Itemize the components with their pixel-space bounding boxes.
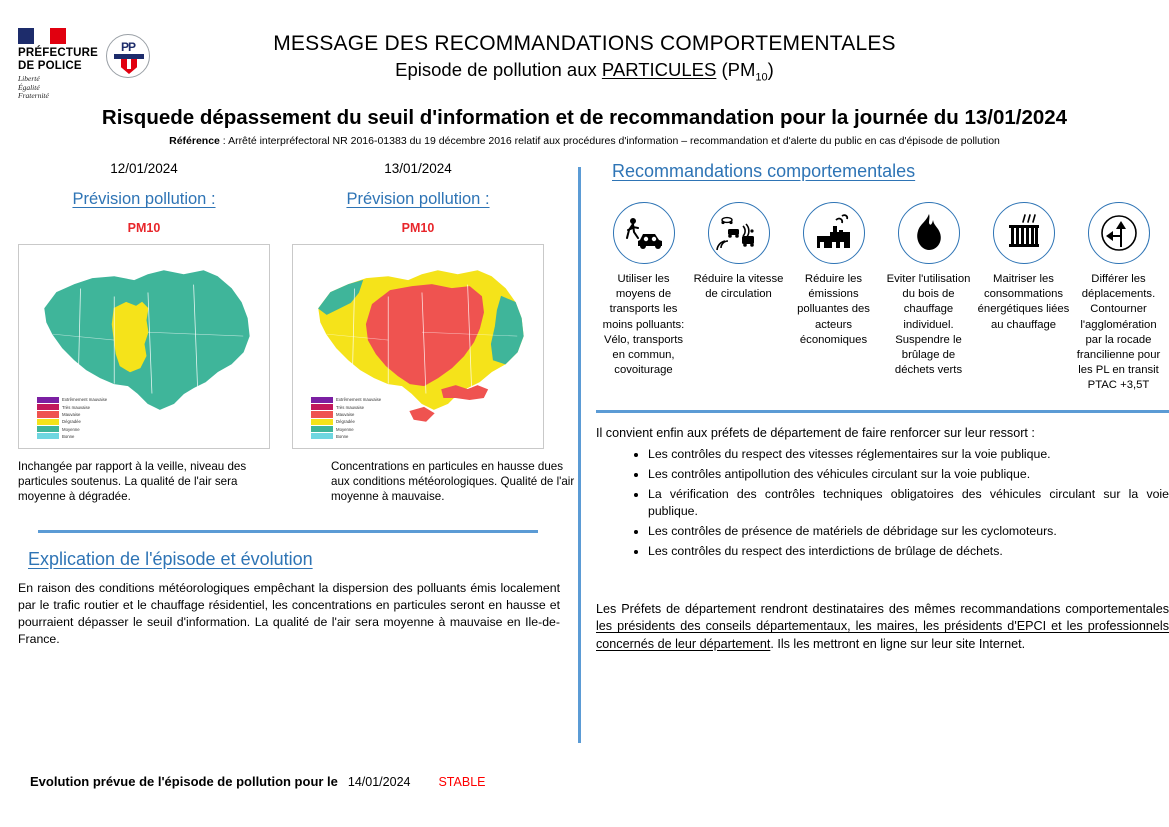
pedestrian-car-icon <box>613 202 675 264</box>
legend-label: Dégradée <box>336 419 355 425</box>
main-statement: Risquede dépassement du seuil d'information et de recommandation pour la journée du 13/01/2024 <box>101 106 1068 129</box>
footer-status-badge: STABLE <box>438 775 486 789</box>
legend-row <box>37 433 107 440</box>
horizontal-divider-right <box>596 410 1169 413</box>
legend-swatch <box>37 404 59 410</box>
legend-swatch <box>311 433 333 439</box>
recommendation-text-6: Différer les déplacements. Contourner l'agglomération par la rocade francilienne pour les PL en transit PTAC +3,5T <box>1076 273 1161 392</box>
motto-liberte: Liberté <box>18 74 40 83</box>
legend-label: Extrêmement mauvaise <box>336 397 382 403</box>
legend-label: Extrêmement mauvaise <box>62 397 108 403</box>
police-prefecture-badge-icon <box>106 34 150 78</box>
legend-row <box>311 411 381 418</box>
map-captions-row <box>0 459 578 504</box>
recommendation-item-5 <box>976 202 1071 394</box>
legend-label: Dégradée <box>62 419 81 425</box>
prefets-final-paragraph <box>596 601 1169 654</box>
legend-swatch <box>311 426 333 432</box>
prefecture-name-line1: PRÉFECTURE <box>18 47 98 59</box>
legend-row <box>37 425 107 432</box>
maps-row <box>0 161 578 449</box>
reference-text: : Arrêté interpréfectoral NR 2016-01383 du 19 décembre 2016 relatif aux procédures d'information – recommandation et d'alerte du public en cas d'épisode de pollution <box>219 135 1000 147</box>
map-image-day1 <box>18 244 270 449</box>
recommendations-icons-row <box>596 202 1169 394</box>
content-area <box>0 161 1169 821</box>
radiator-icon <box>993 202 1055 264</box>
legend-label: Très mauvaise <box>62 404 91 410</box>
factory-icon <box>803 202 865 264</box>
legend-swatch <box>37 419 59 425</box>
left-column <box>0 161 578 648</box>
republic-motto <box>18 75 92 101</box>
map-pollutant-day1: PM10 <box>127 221 161 235</box>
map-block-day2 <box>292 161 544 449</box>
vertical-divider <box>578 167 581 743</box>
subtitle-prefix: Episode de pollution aux <box>395 59 602 80</box>
map-pollutant-day2: PM10 <box>401 221 435 235</box>
map-legend-day1 <box>37 396 107 440</box>
motto-fraternite: Fraternité <box>18 91 49 101</box>
legend-row <box>311 396 381 403</box>
legend-swatch <box>37 433 59 439</box>
legend-swatch <box>311 411 333 417</box>
page-title: MESSAGE DES RECOMMANDATIONS COMPORTEMENTALES <box>273 32 896 55</box>
motto-egalite: Égalité <box>18 82 40 92</box>
radiator-glyph <box>1003 213 1045 253</box>
map-date-day1: 12/01/2024 <box>110 161 178 176</box>
subtitle-pm-open: (PM <box>716 59 756 80</box>
prefets-bullet-list <box>596 446 1169 561</box>
legend-swatch <box>311 397 333 403</box>
recommendation-item-4 <box>881 202 976 394</box>
legend-label: Moyenne <box>336 426 354 432</box>
legend-label: Bonne <box>62 433 75 439</box>
recommendation-item-2 <box>691 202 786 394</box>
map-prevision-label-day1: Prévision pollution : <box>72 190 216 208</box>
recommendation-item-1 <box>596 202 691 394</box>
explanation-body: En raison des conditions météorologiques empêchant la dispersion des polluants émis localement par le trafic routier et le chauffage résidentiel, les concentrations en particules seront en hausse et pourraient dépasser le seuil d'information. La qualité de l'air sera moyenne à mauvaise en Ile-de-France. <box>18 581 560 646</box>
legend-row <box>311 425 381 432</box>
flame-glyph <box>912 213 946 253</box>
map-caption-day1: Inchangée par rapport à la veille, niveau des particules soutenus. La qualité de l'air sera moyenne à dégradée. <box>18 460 247 503</box>
legend-row <box>311 433 381 440</box>
horizontal-divider-left <box>38 530 538 533</box>
list-item: • Les contrôles antipollution des véhicules circulant sur la voie publique. <box>648 466 1169 484</box>
marianne-logo <box>18 28 98 101</box>
legend-swatch <box>37 426 59 432</box>
footer-label: Evolution prévue de l'épisode de pollution pour le <box>30 774 338 789</box>
legend-row <box>37 404 107 411</box>
detour-arrow-icon <box>1088 202 1150 264</box>
legend-label: Mauvaise <box>336 411 355 417</box>
final-paragraph-suffix: . Ils les mettront en ligne sur leur site Internet. <box>770 636 1026 651</box>
reference-line <box>0 135 1169 147</box>
subtitle-pm-close: ) <box>767 59 774 80</box>
subtitle-pm-subscript: 10 <box>755 71 768 84</box>
recommendation-item-6 <box>1071 202 1166 394</box>
factory-glyph <box>812 214 856 252</box>
map-caption-day2: Concentrations en particules en hausse dues aux conditions météorologiques. Qualité de l'air moyenne à mauvaise. <box>331 460 575 503</box>
recommendation-text-3: Réduire les émissions polluantes des acteurs économiques <box>797 273 870 346</box>
legend-swatch <box>311 419 333 425</box>
recommendation-text-2: Réduire la vitesse de circulation <box>693 273 784 301</box>
map-block-day1 <box>18 161 270 449</box>
explanation-title: Explication de l'épisode et évolution <box>28 549 313 569</box>
list-item: • Les contrôles de présence de matériels de débridage sur les cyclomoteurs. <box>648 523 1169 541</box>
flame-icon <box>898 202 960 264</box>
prefecture-name <box>18 47 98 72</box>
recommendation-text-1: Utiliser les moyens de transports les moins polluants: Vélo, transports en commun, covoiturage <box>602 273 685 377</box>
prefets-intro: Il convient enfin aux préfets de département de faire renforcer sur leur ressort : <box>596 425 1035 440</box>
map-prevision-label-day2: Prévision pollution : <box>346 190 490 208</box>
french-flag-icon <box>18 28 66 44</box>
list-item: • Les contrôles du respect des vitesses réglementaires sur la voie publique. <box>648 446 1169 464</box>
document-header <box>0 0 1169 101</box>
speed-radar-icon <box>708 202 770 264</box>
footer-date: 14/01/2024 <box>347 775 411 789</box>
map-image-day2 <box>292 244 544 449</box>
pedestrian-car-glyph <box>622 216 666 250</box>
legend-row <box>311 418 381 425</box>
legend-row <box>37 411 107 418</box>
legend-swatch <box>37 397 59 403</box>
right-column <box>596 161 1169 653</box>
page-subtitle <box>0 59 1169 84</box>
legend-swatch <box>37 411 59 417</box>
list-item: • Les contrôles du respect des interdictions de brûlage de déchets. <box>648 543 1169 561</box>
subtitle-particules: PARTICULES <box>601 59 717 80</box>
prefecture-name-line2: DE POLICE <box>18 59 82 72</box>
legend-label: Très mauvaise <box>336 404 365 410</box>
legend-label: Mauvaise <box>62 411 81 417</box>
recommendation-text-5: Maitriser les consommations énergétiques liées au chauffage <box>977 273 1070 331</box>
recommendation-item-3 <box>786 202 881 394</box>
legend-row <box>311 404 381 411</box>
legend-label: Moyenne <box>62 426 80 432</box>
legend-swatch <box>311 404 333 410</box>
reference-label: Référence <box>169 135 220 147</box>
prefecture-logo-block <box>18 28 150 101</box>
list-item: • La vérification des contrôles techniques obligatoires des véhicules circulant sur la voie publique. <box>648 486 1169 521</box>
map-date-day2: 13/01/2024 <box>384 161 452 176</box>
badge-initials: PP <box>120 40 135 54</box>
legend-label: Bonne <box>336 433 349 439</box>
legend-row <box>37 396 107 403</box>
recommendation-text-4: Eviter l'utilisation du bois de chauffage individuel. Suspendre le brûlage de déchets verts <box>886 273 971 377</box>
recommendations-title: Recommandations comportementales <box>612 161 916 181</box>
speed-radar-glyph <box>716 214 762 252</box>
document-footer <box>30 774 485 789</box>
final-paragraph-underlined: les présidents des conseils départementaux, les maires, les présidents d'EPCI et les professionnels concernés de leur département <box>596 619 1169 651</box>
legend-row <box>37 418 107 425</box>
final-paragraph-prefix: Les Préfets de département rendront destinataires des mêmes recommandations comportementales <box>596 601 1169 616</box>
map-legend-day2 <box>311 396 381 440</box>
detour-arrow-glyph <box>1097 211 1141 255</box>
